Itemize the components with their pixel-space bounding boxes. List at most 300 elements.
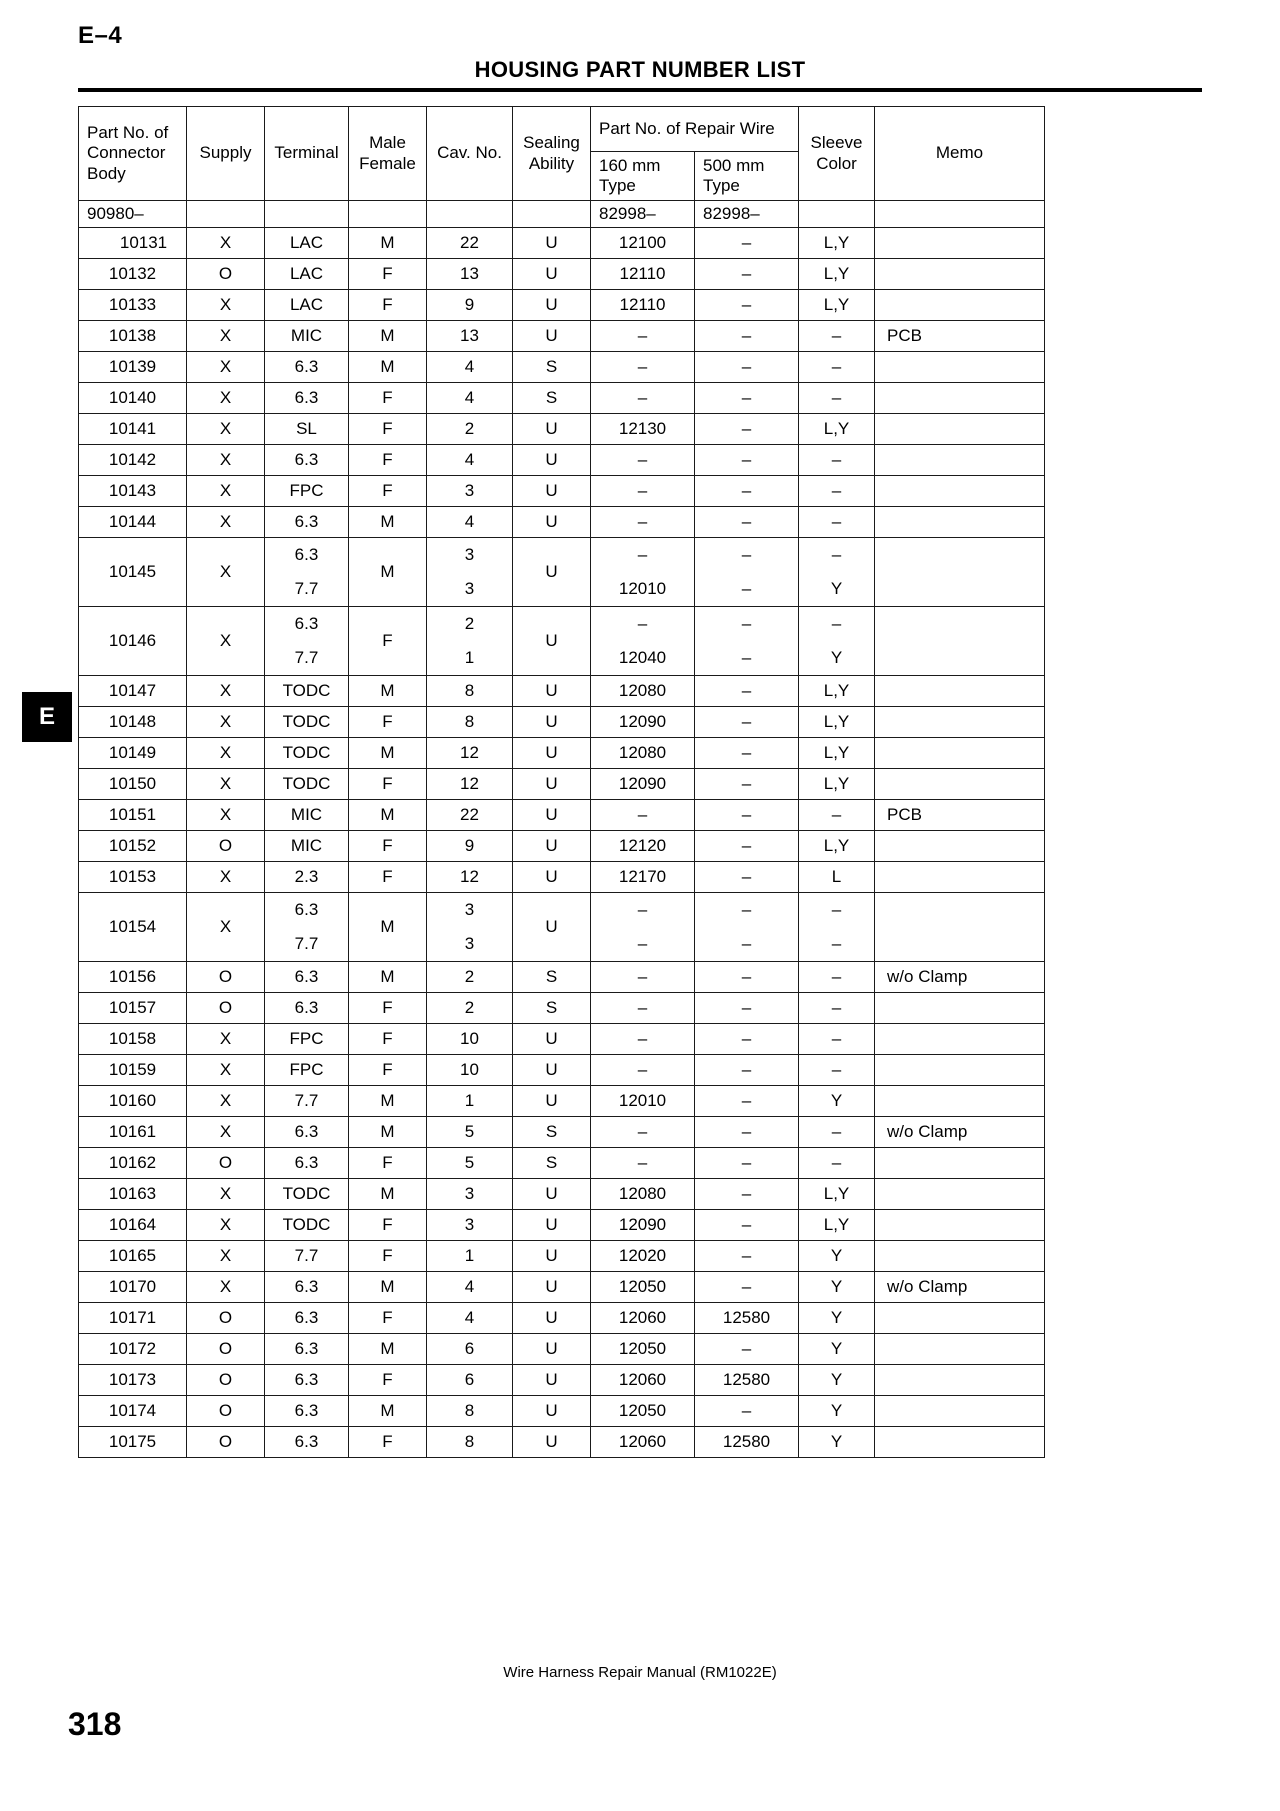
cell-sleeve-color: Y: [799, 1303, 875, 1334]
cell-terminal: 6.3: [265, 1117, 349, 1148]
table-row: [79, 1334, 1045, 1365]
cell-part-no: 10164: [79, 1210, 187, 1241]
cell-memo: w/o Clamp: [875, 1272, 1045, 1303]
cell-sealing-ability: U: [513, 800, 591, 831]
cell-terminal-line-1: 6.3: [294, 613, 319, 633]
cell-cav-no: 22: [427, 228, 513, 259]
cell-sealing-ability: U: [513, 228, 591, 259]
cell-wire-500: –: [695, 476, 799, 507]
table-row: [79, 993, 1045, 1024]
cell-supply: X: [187, 862, 265, 893]
cell-sealing-ability: U: [513, 1365, 591, 1396]
cell-terminal: 6.3: [265, 1272, 349, 1303]
cell-supply: O: [187, 962, 265, 993]
table-row: [79, 1303, 1045, 1334]
cell-sleeve-color-line-1: –: [831, 899, 842, 919]
cell-wire-160: –: [591, 321, 695, 352]
cell-wire-500: –: [695, 738, 799, 769]
cell-wire-160: –: [591, 383, 695, 414]
cell-cav-no: 8: [427, 1396, 513, 1427]
cell-wire-160-line-1: –: [637, 899, 648, 919]
page-number: 318: [68, 1706, 122, 1742]
cell-terminal: 2.3: [265, 862, 349, 893]
cell-terminal: TODC: [265, 738, 349, 769]
cell-supply: X: [187, 414, 265, 445]
cell-memo: [875, 538, 1045, 607]
cell-sealing-ability: U: [513, 1272, 591, 1303]
housing-part-number-table: [78, 106, 1045, 1458]
cell-wire-500: –: [695, 1396, 799, 1427]
cell-cav-no: 1: [427, 1086, 513, 1117]
col-header-terminal: Terminal: [265, 107, 349, 201]
cell-supply: X: [187, 383, 265, 414]
cell-part-no: 10165: [79, 1241, 187, 1272]
cell-cav-no-line-1: 3: [464, 544, 475, 564]
cell-terminal: FPC: [265, 476, 349, 507]
cell-wire-160: 12110: [591, 259, 695, 290]
cell-terminal: 6.3: [265, 1427, 349, 1458]
cell-cav-no-line-2: 1: [464, 647, 475, 667]
cell-cav-no-line-1: 3: [464, 899, 475, 919]
col-header-sleeve-line2: Color: [816, 153, 857, 173]
cell-wire-500: –: [695, 290, 799, 321]
cell-memo: [875, 383, 1045, 414]
cell-cav-no: 3: [427, 1210, 513, 1241]
cell-terminal: MIC: [265, 831, 349, 862]
cell-wire-500: –: [695, 862, 799, 893]
cell-wire-500: –: [695, 769, 799, 800]
cell-terminal: 7.7: [265, 1241, 349, 1272]
cell-wire-160: –: [591, 1117, 695, 1148]
cell-sleeve-color: –: [799, 476, 875, 507]
cell-wire-160: 12060: [591, 1427, 695, 1458]
cell-part-no: 10159: [79, 1055, 187, 1086]
cell-sleeve-color: –: [799, 993, 875, 1024]
cell-wire-500: [695, 607, 799, 676]
cell-male-female: M: [349, 676, 427, 707]
cell-memo: [875, 352, 1045, 383]
cell-memo: [875, 290, 1045, 321]
cell-supply: X: [187, 1117, 265, 1148]
col-header-sealing-line2: Ability: [528, 153, 575, 173]
cell-terminal: LAC: [265, 290, 349, 321]
col-header-part-no: [79, 107, 187, 201]
table-row: [79, 707, 1045, 738]
cell-male-female: M: [349, 507, 427, 538]
cell-sleeve-color: L: [799, 862, 875, 893]
cell-sleeve-color: –: [799, 352, 875, 383]
cell-sealing-ability: S: [513, 1117, 591, 1148]
cell-supply: X: [187, 1086, 265, 1117]
cell-cav-no: 13: [427, 321, 513, 352]
table-row: [79, 831, 1045, 862]
cell-male-female: M: [349, 321, 427, 352]
cell-wire-500: –: [695, 414, 799, 445]
cell-memo: [875, 201, 1045, 228]
cell-memo: [875, 1055, 1045, 1086]
cell-male-female: F: [349, 1148, 427, 1179]
table-row: [79, 259, 1045, 290]
cell-sleeve-color: –: [799, 445, 875, 476]
cell-supply: X: [187, 707, 265, 738]
cell-supply: X: [187, 352, 265, 383]
cell-wire-500: –: [695, 1272, 799, 1303]
cell-terminal: LAC: [265, 259, 349, 290]
cell-terminal: 6.3: [265, 1303, 349, 1334]
table-body: [79, 201, 1045, 1458]
cell-terminal: [265, 201, 349, 228]
cell-male-female: M: [349, 800, 427, 831]
cell-wire-500: –: [695, 259, 799, 290]
cell-wire-160-prefix: 82998–: [591, 201, 695, 228]
col-header-memo: Memo: [875, 107, 1045, 201]
col-header-part-no-line1: Part No. of: [87, 123, 169, 143]
cell-sleeve-color-line-2: Y: [830, 578, 843, 598]
cell-cav-no-line-1: 2: [464, 613, 475, 633]
cell-wire-160: [591, 538, 695, 607]
cell-sleeve-color: L,Y: [799, 259, 875, 290]
cell-terminal-line-1: 6.3: [294, 544, 319, 564]
cell-memo: [875, 1334, 1045, 1365]
cell-wire-160: –: [591, 800, 695, 831]
cell-wire-500: –: [695, 352, 799, 383]
cell-male-female: F: [349, 383, 427, 414]
table-header: [79, 107, 1045, 201]
cell-cav-no: 8: [427, 707, 513, 738]
cell-sealing-ability: U: [513, 1179, 591, 1210]
cell-wire-160: 12090: [591, 1210, 695, 1241]
cell-cav-no: 10: [427, 1024, 513, 1055]
cell-wire-500-line-1: –: [741, 613, 752, 633]
cell-supply: X: [187, 1024, 265, 1055]
cell-terminal: [265, 538, 349, 607]
cell-terminal: SL: [265, 414, 349, 445]
cell-wire-500: –: [695, 1334, 799, 1365]
cell-sealing-ability: U: [513, 1086, 591, 1117]
cell-sealing-ability: S: [513, 993, 591, 1024]
cell-part-no: 10174: [79, 1396, 187, 1427]
cell-sleeve-color: Y: [799, 1272, 875, 1303]
cell-wire-500: –: [695, 1117, 799, 1148]
cell-terminal: LAC: [265, 228, 349, 259]
cell-supply: X: [187, 607, 265, 676]
cell-terminal: 6.3: [265, 445, 349, 476]
cell-sealing-ability: U: [513, 1303, 591, 1334]
cell-supply: X: [187, 738, 265, 769]
cell-wire-500: –: [695, 1179, 799, 1210]
cell-part-no: 10143: [79, 476, 187, 507]
cell-sealing-ability: U: [513, 445, 591, 476]
cell-memo: [875, 676, 1045, 707]
cell-cav-no: [427, 893, 513, 962]
cell-part-no: 10148: [79, 707, 187, 738]
cell-wire-160: 12170: [591, 862, 695, 893]
cell-sealing-ability: U: [513, 507, 591, 538]
cell-sealing-ability: S: [513, 352, 591, 383]
cell-wire-500-line-2: –: [741, 933, 752, 953]
cell-memo: [875, 476, 1045, 507]
cell-wire-160: –: [591, 445, 695, 476]
cell-male-female: M: [349, 1334, 427, 1365]
cell-sealing-ability: U: [513, 1241, 591, 1272]
cell-cav-no: 13: [427, 259, 513, 290]
table-row: [79, 1055, 1045, 1086]
cell-cav-no: 4: [427, 1303, 513, 1334]
table-row: [79, 769, 1045, 800]
cell-cav-no: 4: [427, 383, 513, 414]
cell-part-no: 10149: [79, 738, 187, 769]
cell-memo: [875, 1148, 1045, 1179]
cell-sleeve-color: L,Y: [799, 769, 875, 800]
section-edge-tab: E: [22, 692, 72, 742]
cell-male-female: F: [349, 476, 427, 507]
cell-male-female: F: [349, 769, 427, 800]
cell-memo: [875, 507, 1045, 538]
cell-cav-no-line-2: 3: [464, 933, 475, 953]
cell-wire-160: –: [591, 993, 695, 1024]
cell-wire-500: [695, 893, 799, 962]
cell-supply: X: [187, 893, 265, 962]
cell-sealing-ability: U: [513, 707, 591, 738]
cell-wire-500: –: [695, 800, 799, 831]
cell-sealing-ability: U: [513, 1334, 591, 1365]
cell-cav-no: 22: [427, 800, 513, 831]
cell-wire-160: 12100: [591, 228, 695, 259]
cell-sleeve-color: [799, 607, 875, 676]
cell-memo: [875, 228, 1045, 259]
cell-memo: [875, 862, 1045, 893]
cell-part-no: 10170: [79, 1272, 187, 1303]
cell-terminal-line-2: 7.7: [294, 578, 319, 598]
cell-terminal: 6.3: [265, 352, 349, 383]
cell-wire-160: –: [591, 962, 695, 993]
cell-cav-no: 2: [427, 962, 513, 993]
cell-wire-500: –: [695, 1055, 799, 1086]
cell-part-no: 10139: [79, 352, 187, 383]
cell-terminal: TODC: [265, 769, 349, 800]
cell-supply: X: [187, 507, 265, 538]
table-row: [79, 1024, 1045, 1055]
table-row: [79, 607, 1045, 676]
col-header-repair-wire-group: Part No. of Repair Wire: [591, 107, 799, 152]
cell-memo: w/o Clamp: [875, 1117, 1045, 1148]
col-header-wire-160: [591, 152, 695, 201]
cell-wire-500: –: [695, 321, 799, 352]
col-header-part-no-line2: Connector: [87, 143, 166, 163]
cell-wire-500: –: [695, 831, 799, 862]
table-row: [79, 738, 1045, 769]
cell-supply: O: [187, 1148, 265, 1179]
cell-male-female: F: [349, 414, 427, 445]
cell-terminal: FPC: [265, 1024, 349, 1055]
cell-cav-no: 5: [427, 1117, 513, 1148]
cell-wire-500: 12580: [695, 1303, 799, 1334]
cell-part-no: 10140: [79, 383, 187, 414]
cell-wire-500: –: [695, 1241, 799, 1272]
cell-part-no-prefix: 90980–: [79, 201, 187, 228]
cell-sealing-ability: U: [513, 607, 591, 676]
cell-sleeve-color: –: [799, 800, 875, 831]
cell-cav-no: 8: [427, 1427, 513, 1458]
col-header-wire-500-line1: 500 mm: [703, 155, 765, 175]
cell-wire-160: –: [591, 352, 695, 383]
cell-part-no: 10133: [79, 290, 187, 321]
cell-sleeve-color: [799, 538, 875, 607]
cell-sealing-ability: U: [513, 1427, 591, 1458]
col-header-sealing-line1: Sealing: [523, 133, 580, 153]
cell-sleeve-color: L,Y: [799, 1210, 875, 1241]
page-title: HOUSING PART NUMBER LIST: [474, 57, 806, 82]
cell-male-female: M: [349, 1396, 427, 1427]
cell-part-no: 10142: [79, 445, 187, 476]
cell-cav-no: 3: [427, 476, 513, 507]
cell-part-no: 10141: [79, 414, 187, 445]
cell-memo: [875, 1396, 1045, 1427]
cell-wire-500: –: [695, 1024, 799, 1055]
cell-memo: [875, 1303, 1045, 1334]
cell-sealing-ability: U: [513, 1055, 591, 1086]
table-row: [79, 538, 1045, 607]
cell-terminal: 6.3: [265, 383, 349, 414]
table-header-row-1: [79, 107, 1045, 152]
cell-cav-no: [427, 538, 513, 607]
cell-sealing-ability: U: [513, 862, 591, 893]
cell-wire-160: 12010: [591, 1086, 695, 1117]
cell-sealing-ability: U: [513, 414, 591, 445]
cell-terminal-line-2: 7.7: [294, 933, 319, 953]
cell-memo: [875, 1179, 1045, 1210]
cell-terminal: 6.3: [265, 993, 349, 1024]
cell-wire-500-line-1: –: [741, 899, 752, 919]
table-row: [79, 962, 1045, 993]
cell-male-female: M: [349, 962, 427, 993]
cell-sealing-ability: U: [513, 893, 591, 962]
cell-memo: [875, 738, 1045, 769]
cell-terminal: 6.3: [265, 1334, 349, 1365]
table-row: [79, 352, 1045, 383]
col-header-wire-160-line2: Type: [599, 176, 636, 195]
cell-supply: X: [187, 228, 265, 259]
cell-wire-500: –: [695, 507, 799, 538]
cell-cav-no: 4: [427, 445, 513, 476]
cell-male-female: F: [349, 831, 427, 862]
table-row: [79, 228, 1045, 259]
cell-terminal-line-2: 7.7: [294, 647, 319, 667]
cell-male-female: M: [349, 1179, 427, 1210]
cell-sleeve-color-line-2: –: [831, 933, 842, 953]
cell-sleeve-color: –: [799, 1024, 875, 1055]
cell-male-female: F: [349, 290, 427, 321]
cell-cav-no: 12: [427, 769, 513, 800]
cell-wire-160: 12060: [591, 1303, 695, 1334]
col-header-sleeve-color: [799, 107, 875, 201]
cell-memo: w/o Clamp: [875, 962, 1045, 993]
cell-sealing-ability: U: [513, 1396, 591, 1427]
cell-terminal: TODC: [265, 676, 349, 707]
cell-sealing-ability: U: [513, 831, 591, 862]
cell-cav-no: [427, 607, 513, 676]
cell-part-no: 10158: [79, 1024, 187, 1055]
cell-sleeve-color: –: [799, 321, 875, 352]
cell-part-no: 10156: [79, 962, 187, 993]
cell-wire-500: –: [695, 1148, 799, 1179]
cell-sleeve-color: L,Y: [799, 290, 875, 321]
cell-supply: X: [187, 1179, 265, 1210]
cell-male-female: M: [349, 738, 427, 769]
cell-male-female: M: [349, 352, 427, 383]
cell-sleeve-color-line-2: Y: [830, 647, 843, 667]
cell-male-female: F: [349, 1055, 427, 1086]
cell-terminal: 6.3: [265, 1148, 349, 1179]
cell-memo: PCB: [875, 800, 1045, 831]
col-header-female: Female: [359, 153, 416, 173]
cell-sealing-ability: U: [513, 676, 591, 707]
cell-male-female: F: [349, 993, 427, 1024]
cell-wire-500: –: [695, 228, 799, 259]
cell-wire-500: –: [695, 676, 799, 707]
cell-sleeve-color: Y: [799, 1086, 875, 1117]
cell-sealing-ability: S: [513, 1148, 591, 1179]
cell-sealing-ability: U: [513, 290, 591, 321]
cell-wire-160-line-1: –: [637, 544, 648, 564]
cell-wire-160: 12120: [591, 831, 695, 862]
cell-wire-500: 12580: [695, 1427, 799, 1458]
cell-supply: X: [187, 1241, 265, 1272]
cell-memo: [875, 769, 1045, 800]
cell-sleeve-color: –: [799, 962, 875, 993]
cell-part-no: 10132: [79, 259, 187, 290]
cell-wire-500: –: [695, 383, 799, 414]
cell-sleeve-color-line-1: –: [831, 544, 842, 564]
cell-supply: X: [187, 1055, 265, 1086]
cell-wire-160: [591, 893, 695, 962]
cell-wire-160: 12060: [591, 1365, 695, 1396]
cell-sleeve-color: [799, 893, 875, 962]
table-row: [79, 1365, 1045, 1396]
table-row-prefix: [79, 201, 1045, 228]
cell-wire-500: 12580: [695, 1365, 799, 1396]
table-row: [79, 1427, 1045, 1458]
cell-wire-160: 12090: [591, 707, 695, 738]
cell-supply: O: [187, 1396, 265, 1427]
cell-wire-160: 12050: [591, 1396, 695, 1427]
table-row: [79, 800, 1045, 831]
cell-part-no: 10151: [79, 800, 187, 831]
cell-male-female: F: [349, 607, 427, 676]
col-header-part-no-line3: Body: [87, 163, 126, 183]
col-header-sealing-ability: [513, 107, 591, 201]
table-row: [79, 414, 1045, 445]
housing-part-number-table-wrapper: [78, 106, 1044, 1458]
title-divider: [78, 88, 1202, 92]
cell-terminal: 6.3: [265, 507, 349, 538]
cell-wire-160: –: [591, 1055, 695, 1086]
cell-wire-160: –: [591, 1148, 695, 1179]
cell-wire-500: –: [695, 445, 799, 476]
cell-supply: X: [187, 538, 265, 607]
cell-cav-no: 5: [427, 1148, 513, 1179]
cell-sealing-ability: U: [513, 321, 591, 352]
table-row: [79, 862, 1045, 893]
cell-male-female: F: [349, 1024, 427, 1055]
col-header-wire-500: [695, 152, 799, 201]
cell-cav-no: 4: [427, 352, 513, 383]
cell-supply: X: [187, 769, 265, 800]
cell-sleeve-color: Y: [799, 1396, 875, 1427]
cell-sleeve-color: L,Y: [799, 1179, 875, 1210]
cell-cav-no: 12: [427, 738, 513, 769]
table-row: [79, 445, 1045, 476]
